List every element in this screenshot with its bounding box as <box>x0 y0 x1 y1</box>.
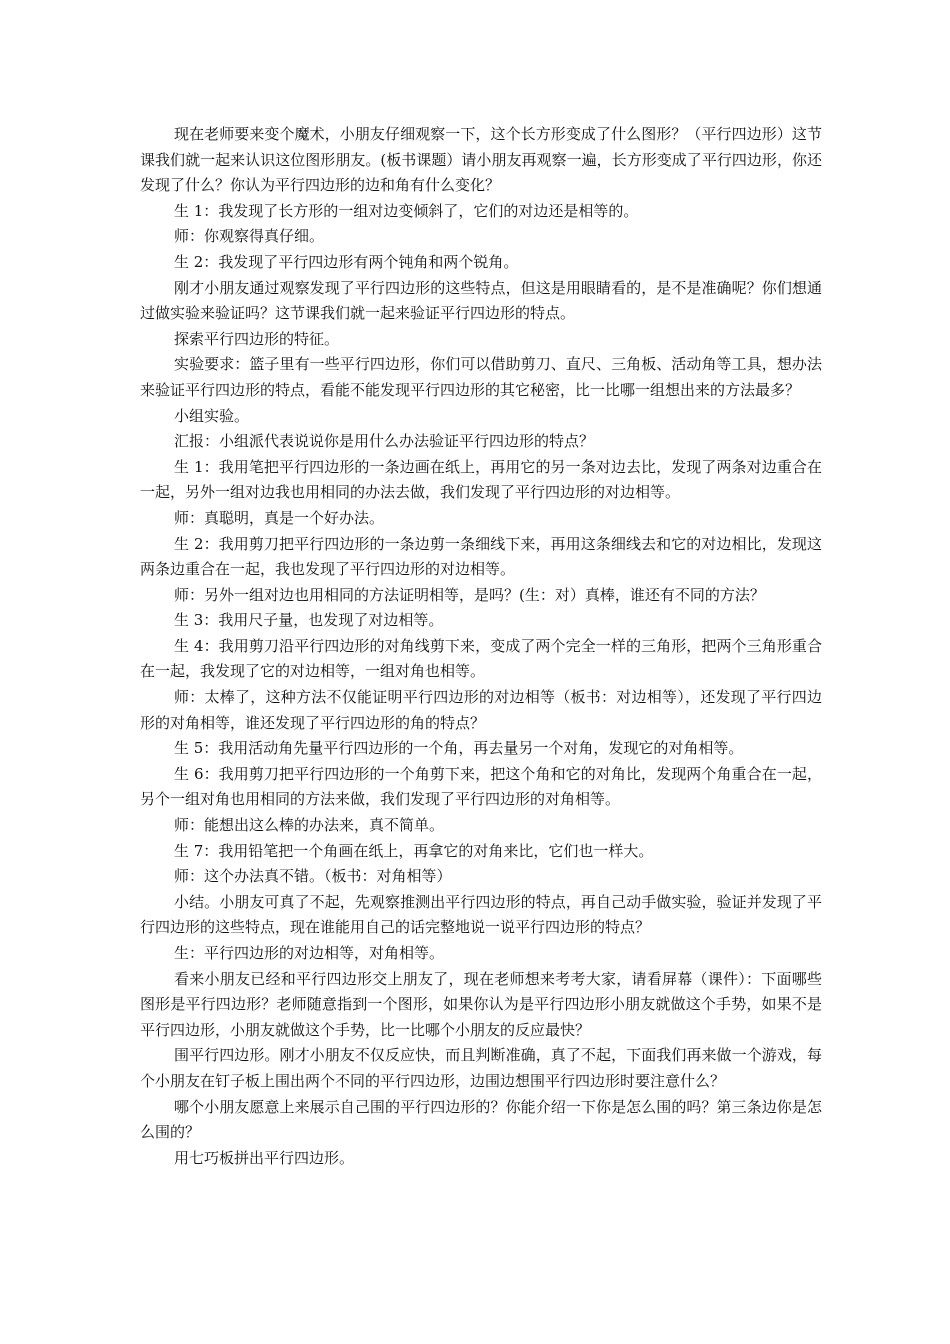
paragraph-teacher-praise-1: 师：你观察得真仔细。 <box>174 227 325 246</box>
paragraph-student-1-method: 生 1：我用笔把平行四边形的一条边画在纸上，再用它的另一条对边去比，发现了两条对边重合在一起，另外一组对边我也用相同的办法去做，我们发现了平行四边形的对边相等。 <box>140 457 822 502</box>
paragraph-student-2-method: 生 2：我用剪刀把平行四边形的一条边剪一条细线下来，再用这条细线去和它的对边相比，发现这两条边重合在一起，我也发现了平行四边形的对边相等。 <box>140 534 822 579</box>
document-body <box>140 122 822 1171</box>
paragraph-teacher-praise-4: 师：这个办法真不错。（板书：对角相等） <box>174 867 452 886</box>
paragraph-verify-intro: 刚才小朋友通过观察发现了平行四边形的这些特点，但这是用眼睛看的，是不是准确呢？你们想通过做实验来验证吗？这节课我们就一起来验证平行四边形的特点。 <box>140 278 822 323</box>
paragraph-group-experiment: 小组实验。 <box>174 406 250 425</box>
paragraph-student-2-observation: 生 2：我发现了平行四边形有两个钝角和两个锐角。 <box>174 252 519 271</box>
paragraph-student-7-method: 生 7：我用铅笔把一个角画在纸上，再拿它的对角来比，它们也一样大。 <box>174 841 654 860</box>
paragraph-student-5-method: 生 5：我用活动角先量平行四边形的一个角，再去量另一个对角，发现它的对角相等。 <box>174 739 744 758</box>
paragraph-student-3-method: 生 3：我用尺子量，也发现了对边相等。 <box>174 611 444 630</box>
paragraph-explore-heading: 探索平行四边形的特征。 <box>174 329 340 348</box>
paragraph-teacher-question-1: 师：另外一组对边也用相同的方法证明相等，是吗？(生：对）真棒，谁还有不同的方法？ <box>174 585 765 604</box>
paragraph-summary: 小结。小朋友可真了不起，先观察推测出平行四边形的特点，再自己动手做实验，验证并发现了平行四边形的这些特点，现在谁能用自己的话完整地说一说平行四边形的特点？ <box>140 892 822 937</box>
paragraph-report: 汇报：小组派代表说说你是用什么办法验证平行四边形的特点？ <box>174 432 595 451</box>
paragraph-experiment-requirements: 实验要求：篮子里有一些平行四边形，你们可以借助剪刀、直尺、三角板、活动角等工具，想办法来验证平行四边形的特点，看能不能发现平行四边形的其它秘密，比一比哪一组想出来的方法最多？ <box>140 355 822 399</box>
paragraph-tangram: 用七巧板拼出平行四边形。 <box>174 1148 355 1167</box>
paragraph-student-4-method: 生 4：我用剪刀沿平行四边形的对角线剪下来，变成了两个完全一样的三角形，把两个三角形重合在一起，我发现了它的对边相等，一组对角也相等。 <box>140 636 822 681</box>
paragraph-intro: 现在老师要来变个魔术，小朋友仔细观察一下，这个长方形变成了什么图形？（平行四边形）这节课我们就一起来认识这位图形朋友。(板书课题）请小朋友再观察一遍，长方形变成了平行四边形，你还发现了什么？你认为平行四边形的边和角有什么变化？ <box>140 125 822 195</box>
paragraph-teacher-question-2: 师：太棒了，这种方法不仅能证明平行四边形的对边相等（板书：对边相等），还发现了平行四边形的对角相等，谁还发现了平行四边形的角的特点？ <box>140 688 822 732</box>
paragraph-teacher-praise-2: 师：真聪明，真是一个好办法。 <box>174 508 385 527</box>
paragraph-teacher-praise-3: 师：能想出这么棒的办法来，真不简单。 <box>174 816 445 835</box>
paragraph-student-1-observation: 生 1：我发现了长方形的一组对边变倾斜了，它们的对边还是相等的。 <box>174 201 639 220</box>
paragraph-student-summary: 生：平行四边形的对边相等，对角相等。 <box>174 944 445 962</box>
paragraph-student-6-method: 生 6：我用剪刀把平行四边形的一个角剪下来，把这个角和它的对角比，发现两个角重合在一起，另个一组对角也用相同的方法来做，我们发现了平行四边形的对角相等。 <box>140 764 822 809</box>
paragraph-build-activity: 围平行四边形。刚才小朋友不仅反应快，而且判断准确，真了不起，下面我们再来做一个游戏，每个小朋友在钉子板上围出两个不同的平行四边形，边围边想围平行四边形时要注意什么？ <box>140 1046 822 1090</box>
paragraph-quiz: 看来小朋友已经和平行四边形交上朋友了，现在老师想来考考大家，请看屏幕（课件）：下面哪些图形是平行四边形？老师随意指到一个图形，如果你认为是平行四边形小朋友就做这个手势，如果不是平行四边形，小朋友就做这个手势，比一比哪个小朋友的反应最快？ <box>140 969 822 1039</box>
paragraph-showcase: 哪个小朋友愿意上来展示自己围的平行四边形的？你能介绍一下你是怎么围的吗？第三条边你是怎么围的？ <box>140 1097 822 1142</box>
